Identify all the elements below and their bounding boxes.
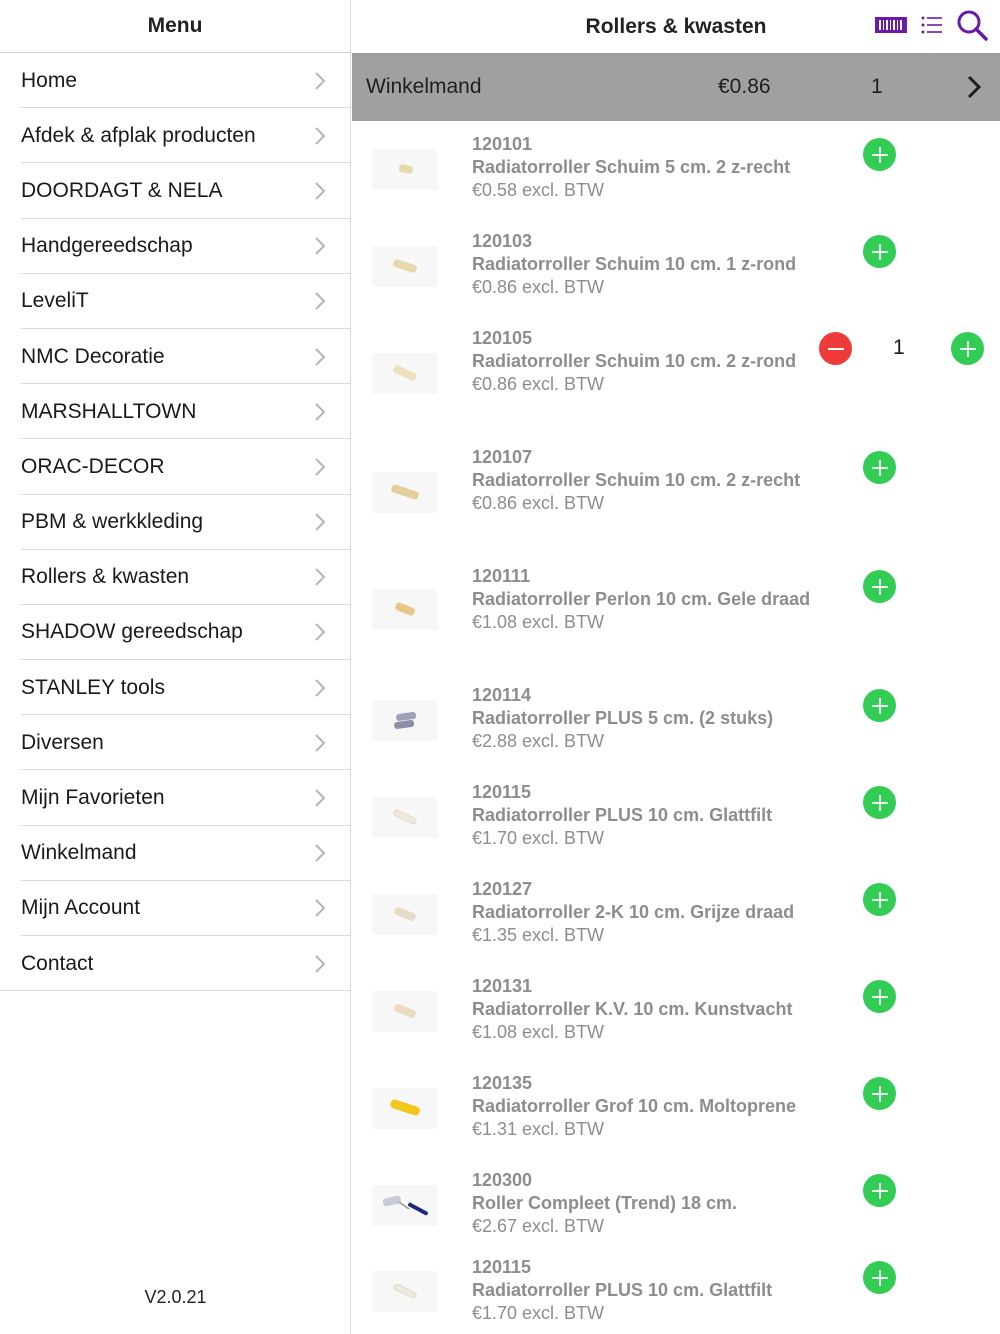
main-panel	[352, 0, 1000, 1334]
product-name: Radiatorroller PLUS 10 cm. Glattfilt	[472, 1280, 773, 1300]
product-price: €1.31 excl. BTW	[472, 1119, 605, 1139]
sidebar-item-handgereedschap[interactable]	[0, 219, 350, 274]
product-name: Radiatorroller K.V. 10 cm. Kunstvacht	[472, 999, 793, 1019]
main-header	[352, 0, 1000, 53]
product-image	[372, 700, 438, 741]
product-row[interactable]	[352, 1244, 1000, 1326]
chevron-right-icon[interactable]	[966, 75, 982, 104]
cart-total: €0.86	[718, 75, 771, 98]
sidebar-item-orac[interactable]	[0, 439, 350, 494]
product-price: €1.08 excl. BTW	[472, 612, 605, 632]
product-image	[372, 991, 438, 1032]
sidebar-item-label: MARSHALLTOWN	[21, 399, 197, 423]
sidebar-item-pbm[interactable]	[0, 495, 350, 550]
search-icon[interactable]	[956, 9, 988, 46]
sidebar-item-doordagt[interactable]	[0, 163, 350, 218]
add-to-cart-button[interactable]	[863, 883, 896, 916]
product-info	[472, 1169, 817, 1238]
product-code: 120107	[472, 447, 533, 467]
product-name: Radiatorroller PLUS 10 cm. Glattfilt	[472, 805, 773, 825]
product-info	[472, 684, 817, 753]
chevron-right-icon	[300, 954, 340, 974]
product-code: 120111	[472, 566, 531, 586]
cart-label: Winkelmand	[366, 75, 482, 98]
product-code: 120101	[472, 134, 533, 154]
product-info	[472, 1072, 817, 1141]
add-to-cart-button[interactable]	[863, 980, 896, 1013]
product-info	[472, 230, 817, 299]
sidebar-item-label: Mijn Account	[21, 896, 141, 920]
add-to-cart-button[interactable]	[863, 451, 896, 484]
product-row[interactable]	[352, 769, 1000, 866]
chevron-right-icon	[300, 788, 340, 808]
product-row[interactable]	[352, 434, 1000, 553]
product-info	[472, 975, 817, 1044]
sidebar-item-stanley[interactable]	[0, 660, 350, 715]
product-image	[372, 1185, 438, 1226]
product-price: €1.70 excl. BTW	[472, 1303, 605, 1323]
sidebar-item-label: Home	[21, 68, 78, 92]
product-row[interactable]	[352, 218, 1000, 315]
chevron-right-icon	[300, 457, 340, 477]
product-image	[372, 472, 438, 513]
product-code: 120114	[472, 685, 532, 705]
product-image	[372, 353, 438, 394]
product-name: Radiatorroller Schuim 10 cm. 1 z-rond	[472, 254, 797, 274]
cart-summary-bar[interactable]	[352, 53, 1000, 121]
product-price: €1.35 excl. BTW	[472, 925, 605, 945]
add-to-cart-button[interactable]	[863, 138, 896, 171]
sidebar-item-label: Mijn Favorieten	[21, 786, 165, 810]
add-to-cart-button[interactable]	[863, 570, 896, 603]
app-version: V2.0.21	[144, 1287, 207, 1307]
add-to-cart-button[interactable]	[863, 1261, 896, 1294]
product-row[interactable]	[352, 121, 1000, 218]
product-code: 120115	[472, 782, 532, 802]
sidebar-item-label: Contact	[21, 951, 94, 975]
product-image	[372, 589, 438, 630]
product-row[interactable]	[352, 315, 1000, 434]
product-name: Roller Compleet (Trend) 18 cm.	[472, 1193, 738, 1213]
product-image	[372, 1271, 438, 1312]
sidebar-item-home[interactable]	[0, 53, 350, 108]
product-price: €2.88 excl. BTW	[472, 731, 605, 751]
sidebar-item-label: Rollers & kwasten	[21, 565, 190, 589]
sidebar-item-label: DOORDAGT & NELA	[21, 178, 223, 202]
product-info	[472, 1256, 817, 1325]
product-image	[372, 894, 438, 935]
sidebar-item-label: Winkelmand	[21, 841, 137, 865]
chevron-right-icon	[300, 347, 340, 367]
chevron-right-icon	[300, 181, 340, 201]
sidebar-item-diversen[interactable]	[0, 715, 350, 770]
chevron-right-icon	[300, 236, 340, 256]
product-image	[372, 797, 438, 838]
product-info	[472, 781, 817, 850]
sidebar-item-favorieten[interactable]	[0, 770, 350, 825]
chevron-right-icon	[300, 126, 340, 146]
sidebar-item-afdek[interactable]	[0, 108, 350, 163]
product-code: 120131	[472, 976, 533, 996]
sidebar-item-contact[interactable]	[0, 936, 350, 991]
barcode-icon[interactable]	[874, 14, 908, 41]
product-price: €2.67 excl. BTW	[472, 1216, 605, 1236]
product-info	[472, 565, 817, 634]
product-code: 120103	[472, 231, 533, 251]
sidebar-item-label: Diversen	[21, 730, 104, 754]
sidebar-item-rollers[interactable]	[0, 550, 350, 605]
product-code: 120135	[472, 1073, 533, 1093]
product-price: €0.86 excl. BTW	[472, 374, 605, 394]
list-icon[interactable]	[920, 14, 944, 41]
product-name: Radiatorroller Perlon 10 cm. Gele draad	[472, 589, 811, 609]
product-price: €1.08 excl. BTW	[472, 1022, 605, 1042]
chevron-right-icon	[300, 843, 340, 863]
add-to-cart-button[interactable]	[863, 1174, 896, 1207]
product-row[interactable]	[352, 866, 1000, 963]
chevron-right-icon	[300, 71, 340, 91]
page-title: Rollers & kwasten	[585, 14, 767, 38]
product-list	[352, 121, 1000, 1326]
add-to-cart-button[interactable]	[951, 332, 984, 365]
chevron-right-icon	[300, 402, 340, 422]
sidebar-item-label: Afdek & afplak producten	[21, 123, 256, 147]
product-row[interactable]	[352, 1157, 1000, 1244]
sidebar-item-label: PBM & werkkleding	[21, 510, 204, 534]
sidebar-title: Menu	[0, 0, 350, 53]
sidebar-item-account[interactable]	[0, 881, 350, 936]
sidebar-item-winkelmand[interactable]	[0, 826, 350, 881]
chevron-right-icon	[300, 567, 340, 587]
product-code: 120115	[472, 1257, 532, 1277]
product-name: Radiatorroller 2-K 10 cm. Grijze draad	[472, 902, 795, 922]
chevron-right-icon	[300, 622, 340, 642]
product-name: Radiatorroller Grof 10 cm. Moltoprene	[472, 1096, 797, 1116]
quantity-value: 1	[893, 336, 905, 359]
add-to-cart-button[interactable]	[863, 235, 896, 268]
add-to-cart-button[interactable]	[863, 1077, 896, 1110]
sidebar-item-label: SHADOW gereedschap	[21, 620, 243, 644]
product-row[interactable]	[352, 672, 1000, 769]
product-image	[372, 246, 438, 287]
product-name: Radiatorroller Schuim 5 cm. 2 z-recht	[472, 157, 791, 177]
product-info	[472, 327, 817, 396]
product-price: €0.86 excl. BTW	[472, 277, 605, 297]
product-row[interactable]	[352, 1060, 1000, 1157]
sidebar-menu	[0, 0, 351, 1334]
product-price: €0.86 excl. BTW	[472, 493, 605, 513]
product-name: Radiatorroller Schuim 10 cm. 2 z-rond	[472, 351, 797, 371]
product-image	[372, 149, 438, 190]
sidebar-item-levelit[interactable]	[0, 274, 350, 329]
sidebar-item-shadow[interactable]	[0, 605, 350, 660]
chevron-right-icon	[300, 898, 340, 918]
header-actions	[874, 9, 988, 46]
product-code: 120105	[472, 328, 533, 348]
chevron-right-icon	[300, 678, 340, 698]
add-to-cart-button[interactable]	[863, 786, 896, 819]
product-name: Radiatorroller Schuim 10 cm. 2 z-recht	[472, 470, 801, 490]
product-row[interactable]	[352, 963, 1000, 1060]
sidebar-item-nmc[interactable]	[0, 329, 350, 384]
sidebar-item-label: ORAC-DECOR	[21, 454, 165, 478]
product-name: Radiatorroller PLUS 5 cm. (2 stuks)	[472, 708, 774, 728]
product-info	[472, 446, 817, 515]
sidebar-item-marshalltown[interactable]	[0, 384, 350, 439]
add-to-cart-button[interactable]	[863, 689, 896, 722]
product-row[interactable]	[352, 553, 1000, 672]
product-price: €0.58 excl. BTW	[472, 180, 605, 200]
product-info	[472, 878, 817, 947]
remove-from-cart-button[interactable]	[819, 332, 852, 365]
product-code: 120127	[472, 879, 533, 899]
product-code: 120300	[472, 1170, 533, 1190]
chevron-right-icon	[300, 733, 340, 753]
chevron-right-icon	[300, 512, 340, 532]
cart-count: 1	[871, 75, 883, 98]
sidebar-item-label: STANLEY tools	[21, 675, 165, 699]
menu-list	[0, 53, 350, 991]
sidebar-item-label: NMC Decoratie	[21, 344, 165, 368]
sidebar-item-label: LeveliT	[21, 289, 89, 313]
sidebar-item-label: Handgereedschap	[21, 234, 193, 258]
product-image	[372, 1088, 438, 1129]
chevron-right-icon	[300, 291, 340, 311]
product-price: €1.70 excl. BTW	[472, 828, 605, 848]
product-info	[472, 133, 817, 202]
